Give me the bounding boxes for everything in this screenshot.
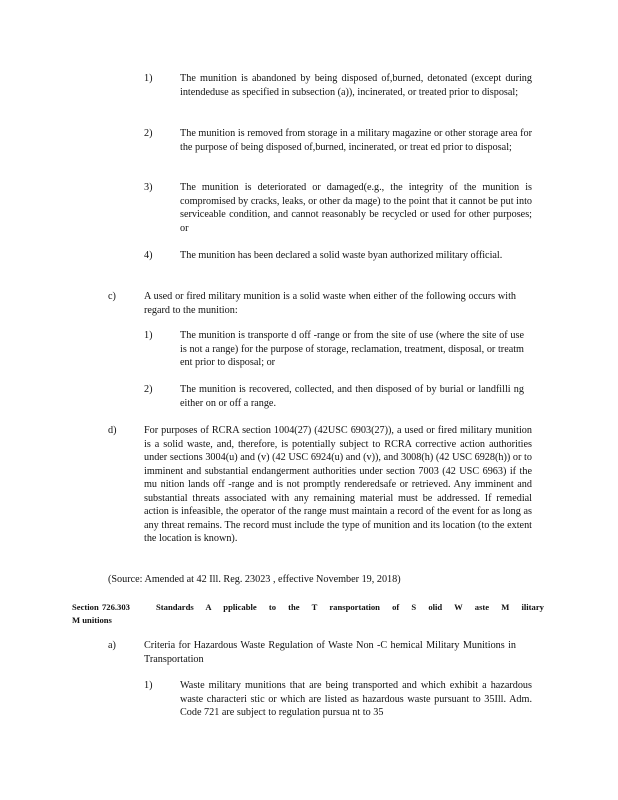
- list-item-text: The munition is transporte d off -range or from the site of use (where the site of use is not a range) for the purpose of storage, reclamation, treatment, disposal, or treatm ent prior to disposal; or: [180, 330, 524, 368]
- subsection-marker: a): [108, 640, 116, 651]
- source-note: (Source: Amended at 42 Ill. Reg. 23023 , effective November 19, 2018): [108, 574, 401, 585]
- section-title-line2: M unitions: [72, 615, 112, 625]
- list-marker: 1): [144, 330, 153, 341]
- subsection-marker: c): [108, 291, 116, 302]
- section-number: 726.303: [102, 602, 130, 612]
- list-marker: 1): [144, 73, 153, 84]
- list-marker: 3): [144, 182, 153, 193]
- list-item-text: The munition is deteriorated or damaged(e.g., the integrity of the munition is compromised by cracks, leaks, or other da mage) to the point that it cannot be put into serviceable condition, and cannot reasonably be recycled or used for other purposes; or: [180, 182, 532, 234]
- list-marker: 4): [144, 250, 153, 261]
- section-label: Section: [72, 602, 99, 612]
- section-title-line1: Standards A pplicable to the T ransportation of S olid W aste M ilitary: [156, 602, 544, 612]
- list-marker: 2): [144, 128, 153, 139]
- section-heading: [72, 601, 544, 629]
- list-marker: 1): [144, 680, 153, 691]
- list-item-text: The munition is recovered, collected, and then disposed of by burial or landfilli ng either on or off a range.: [180, 384, 524, 409]
- subsection-text: A used or fired military munition is a solid waste when either of the following occurs with regard to the munition:: [144, 291, 516, 316]
- list-item-text: The munition has been declared a solid waste byan authorized military official.: [180, 250, 503, 261]
- list-item-text: Waste military munitions that are being transported and which exhibit a hazardous waste characteri stic or which are listed as hazardous waste pursuant to 35Ill. Adm. Code 721 are subject to regulation pursua nt to 35: [180, 680, 532, 718]
- list-item-text: The munition is removed from storage in a military magazine or other storage area for the purpose of being disposed of,burned, incinerated, or treat ed prior to disposal;: [180, 128, 532, 153]
- subsection-marker: d): [108, 425, 117, 436]
- subsection-text: For purposes of RCRA section 1004(27) (42USC 6903(27)), a used or fired military munition is a solid waste, and, therefore, is potentially subject to RCRA corrective action authorities under sections 3004(u) and (v) (42 USC 6924(u) and (v)), and 3008(h) (42 USC 6928(h)) or to imminent and substantial endangerment authorities under section 7003 (42 USC 6963) if the mu nition lands off -range and is not promptly renderedsafe or retrieved. Any imminent and substantial threats associated with any remaining material must be addressed. If remedial action is infeasible, the operator of the range must maintain a record of the event for as long as any threat remains. The record must include the type of munition and its location (to the extent the location is known).: [144, 425, 532, 544]
- list-item-text: The munition is abandoned by being disposed of,burned, detonated (except during intendeduse as specified in subsection (a)), incinerated, or treated prior to disposal;: [180, 73, 532, 98]
- subsection-text: Criteria for Hazardous Waste Regulation of Waste Non -C hemical Military Munitions in Transportation: [144, 640, 516, 665]
- list-marker: 2): [144, 384, 153, 395]
